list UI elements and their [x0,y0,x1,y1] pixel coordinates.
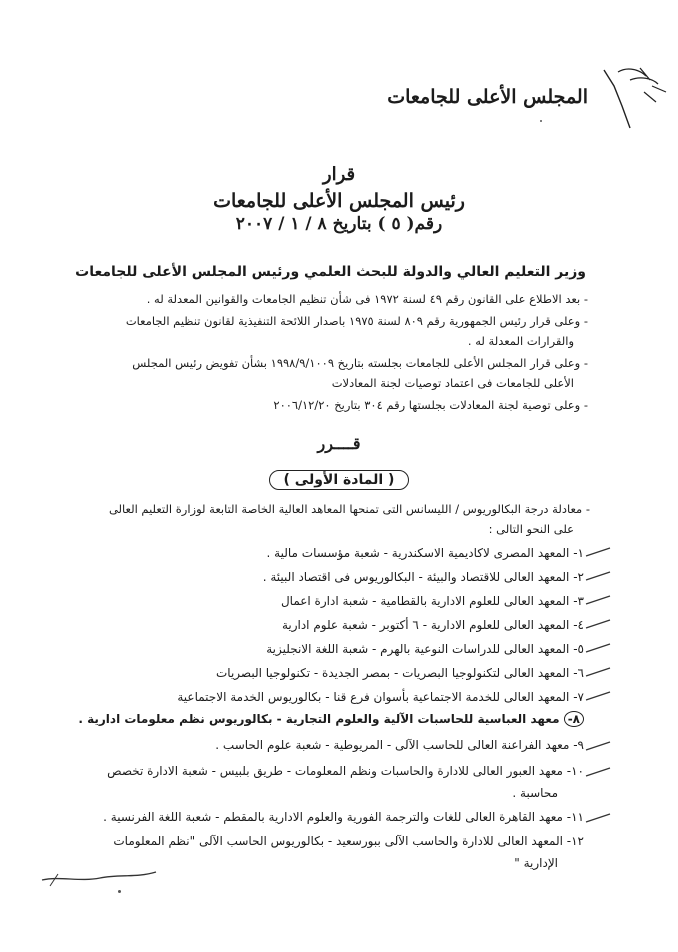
preamble-line: - وعلى قرار المجلس الأعلى للجامعات بجلسته بتاريخ ١٩٩٨/٩/١٠٠٩ بشأن تفويض رئيس المجلس [132,356,588,370]
article-intro-line: على النحو التالى : [488,522,574,536]
list-item [113,834,584,848]
item-number: ١١- [566,810,584,824]
item-text: المعهد العالى للخدمة الاجتماعية بأسوان فرع قنا - بكالوريوس الخدمة الاجتماعية [177,690,570,704]
article-heading [0,472,678,488]
handwritten-mark [600,62,672,132]
preamble-line: - بعد الاطلاع على القانون رقم ٤٩ لسنة ١٩٧٢ فى شأن تنظيم الجامعات والقوانين المعدلة له . [146,292,588,306]
list-item [282,618,584,632]
article-title: ( المادة الأولى ) [269,470,410,490]
decided-heading: قــــرر [317,434,361,453]
item-text: محاسبة . [512,786,558,800]
item-text: معهد العبور العالى للادارة والحاسبات ونظم المعلومات - طريق بلبيس - شعبة الادارة تخصص [107,764,563,778]
item-text: المعهد المصرى لاكاديمية الاسكندرية - شعبة مؤسسات مالية . [266,546,570,560]
scan-speck [540,120,542,122]
article-intro-line: - معادلة درجة البكالوريوس / الليسانس التى تمنحها المعاهد العالية الخاصة التابعة لوزارة التعليم العالى [108,502,590,516]
preamble-line: الأعلى للجامعات فى اعتماد توصيات لجنة المعادلات [331,376,574,390]
item-text: معهد القاهرة العالى للغات والترجمة الفورية والعلوم الادارية بالمقطم - شعبة اللغة الفرنسية . [103,810,563,824]
item-number: ١- [573,546,584,560]
preamble-line: - وعلى قرار رئيس الجمهورية رقم ٨٠٩ لسنة ١٩٧٥ باصدار اللائحة التنفيذية لقانون تنظيم الجامعات [125,314,588,328]
item-number: ٢- [573,570,584,584]
item-text: معهد الفراعنة العالى للحاسب الآلى - المريوطية - شعبة علوم الحاسب . [215,738,570,752]
list-item [177,690,584,704]
list-item [266,642,584,656]
item-text: معهد العباسية للحاسبات الآلية والعلوم التجارية - بكالوريوس نظم معلومات ادارية . [78,712,560,726]
council-header: المجلس الأعلى للجامعات [387,86,588,108]
decision-number-date: رقم( ٥ ) بتاريخ ٨ / ١ / ٢٠٠٧ [235,214,443,234]
item-text: المعهد العالى للادارة والحاسب الآلى ببورسعيد - بكالوريوس الحاسب الآلى "نظم المعلومات [113,834,563,848]
item-text: الإدارية " [514,856,558,870]
item-number: ٣- [573,594,584,608]
list-item [281,594,584,608]
scan-speck [118,890,121,893]
item-text: المعهد العالى للاقتصاد والبيئة - البكالوريوس فى اقتصاد البيئة . [262,570,570,584]
item-number: ٧- [573,690,584,704]
item-text: المعهد العالى للعلوم الادارية - ٦ أكتوبر - شعبة علوم ادارية [281,618,570,632]
item-number: ١٠- [566,764,584,778]
list-item [103,810,584,824]
minister-line: وزير التعليم العالي والدولة للبحث العلمي ورئيس المجلس الأعلى للجامعات [75,264,586,280]
decision-title: قرار [322,164,356,185]
list-item [267,546,584,560]
item-number: ٩- [573,738,584,752]
list-item [512,786,558,800]
item-text: المعهد العالى للعلوم الادارية بالقطامية - شعبة ادارة اعمال [280,594,570,608]
item-number: ٦- [573,666,584,680]
list-item [107,764,584,778]
list-item [78,712,584,726]
item-number: ٨- [564,711,584,727]
decision-subtitle: رئيس المجلس الأعلى للجامعات [213,190,465,212]
check-marks [584,540,614,840]
list-item [514,856,558,870]
preamble-line: والقرارات المعدلة له . [467,334,574,348]
item-number: ٤- [573,618,584,632]
preamble-line: - وعلى توصية لجنة المعادلات بجلستها رقم ٣٠٤ بتاريخ ٢٠٠٦/١٢/٢٠ [273,398,588,412]
item-text: المعهد العالى لتكنولوجيا البصريات - بمصر الجديدة - تكنولوجيا البصريات [216,666,570,680]
signature-mark [40,866,160,892]
item-number: ١٢- [566,834,584,848]
list-item [263,570,584,584]
list-item [216,666,584,680]
item-number: ٥- [573,642,584,656]
list-item [215,738,584,752]
item-text: المعهد العالى للدراسات النوعية بالهرم - شعبة اللغة الانجليزية [266,642,570,656]
